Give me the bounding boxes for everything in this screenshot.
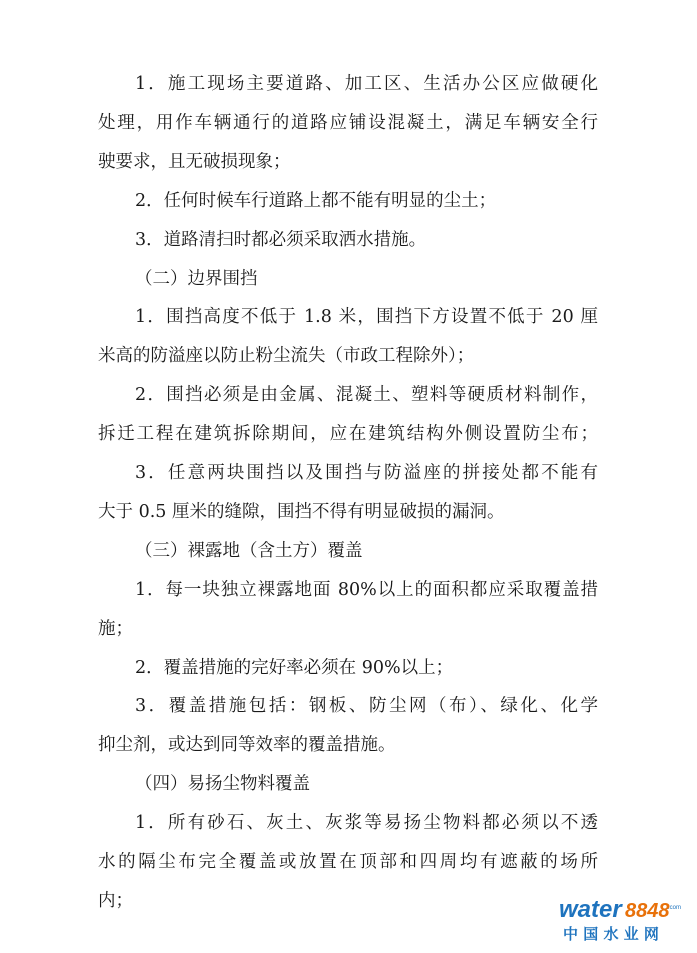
watermark-brand-suffix: .com (668, 905, 682, 911)
text-line: 2．任何时候车行道路上都不能有明显的尘土； (135, 190, 497, 211)
watermark-brand-number: 8848 (625, 900, 670, 922)
section-heading: （三）裸露地（含土方）覆盖 (135, 540, 363, 561)
text-line: 1．所有砂石、灰土、灰浆等易扬尘物料都必须以不透 (135, 813, 598, 834)
watermark-brand-word: water (559, 896, 622, 923)
text-line: 施； (98, 618, 133, 639)
text-line: 驶要求，且无破损现象； (98, 151, 291, 172)
text-line: 2．围挡必须是由金属、混凝土、塑料等硬质材料制作， (135, 385, 598, 406)
section-heading: （二）边界围挡 (135, 268, 258, 289)
text-line: 处理，用作车辆通行的道路应铺设混凝土，满足车辆安全行 (98, 112, 598, 133)
text-line: 1．每一块独立裸露地面 80%以上的面积都应采取覆盖措 (135, 579, 598, 600)
text-line: 大于 0.5 厘米的缝隙，围挡不得有明显破损的漏洞。 (98, 501, 505, 522)
text-line: 3．道路清扫时都必须采取洒水措施。 (135, 229, 427, 250)
text-line: 内； (98, 890, 133, 911)
text-line: 1．施工现场主要道路、加工区、生活办公区应做硬化 (135, 74, 598, 94)
text-line: 1．围挡高度不低于 1.8 米，围挡下方设置不低于 20 厘 (135, 307, 598, 328)
text-line: 米高的防溢座以防止粉尘流失（市政工程除外）； (98, 346, 475, 367)
text-line: 拆迁工程在建筑拆除期间，应在建筑结构外侧设置防尘布； (98, 424, 598, 445)
text-line: 3．任意两块围挡以及围挡与防溢座的拼接处都不能有 (135, 463, 598, 483)
text-line: 3．覆盖措施包括：钢板、防尘网（布）、绿化、化学 (135, 696, 598, 717)
text-line: 2．覆盖措施的完好率必须在 90%以上； (135, 657, 454, 678)
text-line: 抑尘剂，或达到同等效率的覆盖措施。 (98, 735, 396, 756)
section-heading: （四）易扬尘物料覆盖 (135, 774, 310, 795)
watermark-subtitle: 中 国 水 业 网 (563, 925, 659, 943)
watermark-logo (557, 893, 687, 945)
text-line: 水的隔尘布完全覆盖或放置在顶部和四周均有遮蔽的场所 (98, 852, 598, 872)
